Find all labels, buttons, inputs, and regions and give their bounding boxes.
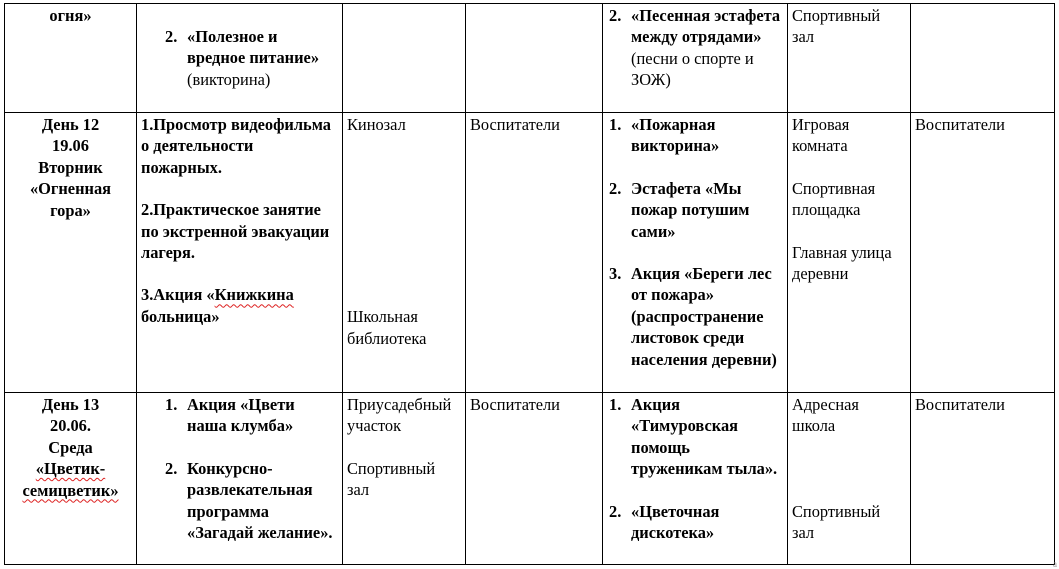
list-item: 2. «Полезное и вредное питание» (викторина) [165,27,320,89]
list-item: 2.Практическое занятие по экстренной эвакуации лагеря. [141,200,330,263]
table-row [5,113,1055,393]
schedule-table [4,3,1055,565]
day-cell: огня» [5,4,137,113]
list-item: 3. Акция «Береги лес от пожара» (распространение листовок среди населения деревни) [609,264,777,369]
table-row [5,4,1055,113]
responsible-cell: Воспитатели [466,113,603,393]
day-cell: День 13 20.06. Среда «Цветик-семицветик» [5,393,137,565]
list-item: 1. Акция «Цвети наша клумба» [165,395,295,436]
place-cell: Приусадебный участок Спортивный зал [343,393,466,565]
evening-place-cell: Игровая комната Спортивная площадка Главная улица деревни [788,113,911,393]
evening-responsible-cell: Воспитатели [911,113,1055,393]
responsible-cell [466,4,603,113]
evening-place-cell: Спортивный зал [788,4,911,113]
list-item: 1. «Пожарная викторина» [609,115,720,156]
list-item: 1. Акция «Тимуровская помощь труженикам тыла». [609,395,778,479]
list-item: 3.Акция «Книжкина больница» [141,285,294,326]
list-item: 2. Эстафета «Мы пожар потушим сами» [609,178,750,241]
place-cell [343,4,466,113]
place-cell: Кинозал Школьная библиотека [343,113,466,393]
corner-mark: a [1053,559,1057,569]
list-item: 1.Просмотр видеофильма о деятельности пожарных. [141,115,331,177]
evening-activities-cell [603,393,788,565]
list-item: 2. «Цветочная дискотека» [609,501,720,543]
day-cell: День 12 19.06 Вторник «Огненная гора» [5,113,137,393]
evening-responsible-cell: Воспитатели [911,393,1055,565]
morning-activities-cell [137,4,343,113]
responsible-cell: Воспитатели [466,393,603,565]
list-item: 2. Конкурсно-развлекательная программа «Загадай желание». [165,458,333,543]
evening-activities-cell [603,113,788,393]
evening-activities-cell [603,4,788,113]
morning-activities-cell [137,393,343,565]
evening-place-cell: Адресная школа Спортивный зал [788,393,911,565]
table-row [5,393,1055,565]
list-item: 2. «Песенная эстафета между отрядами» (песни о спорте и ЗОЖ) [609,6,781,90]
evening-responsible-cell [911,4,1055,113]
morning-activities-cell [137,113,343,393]
